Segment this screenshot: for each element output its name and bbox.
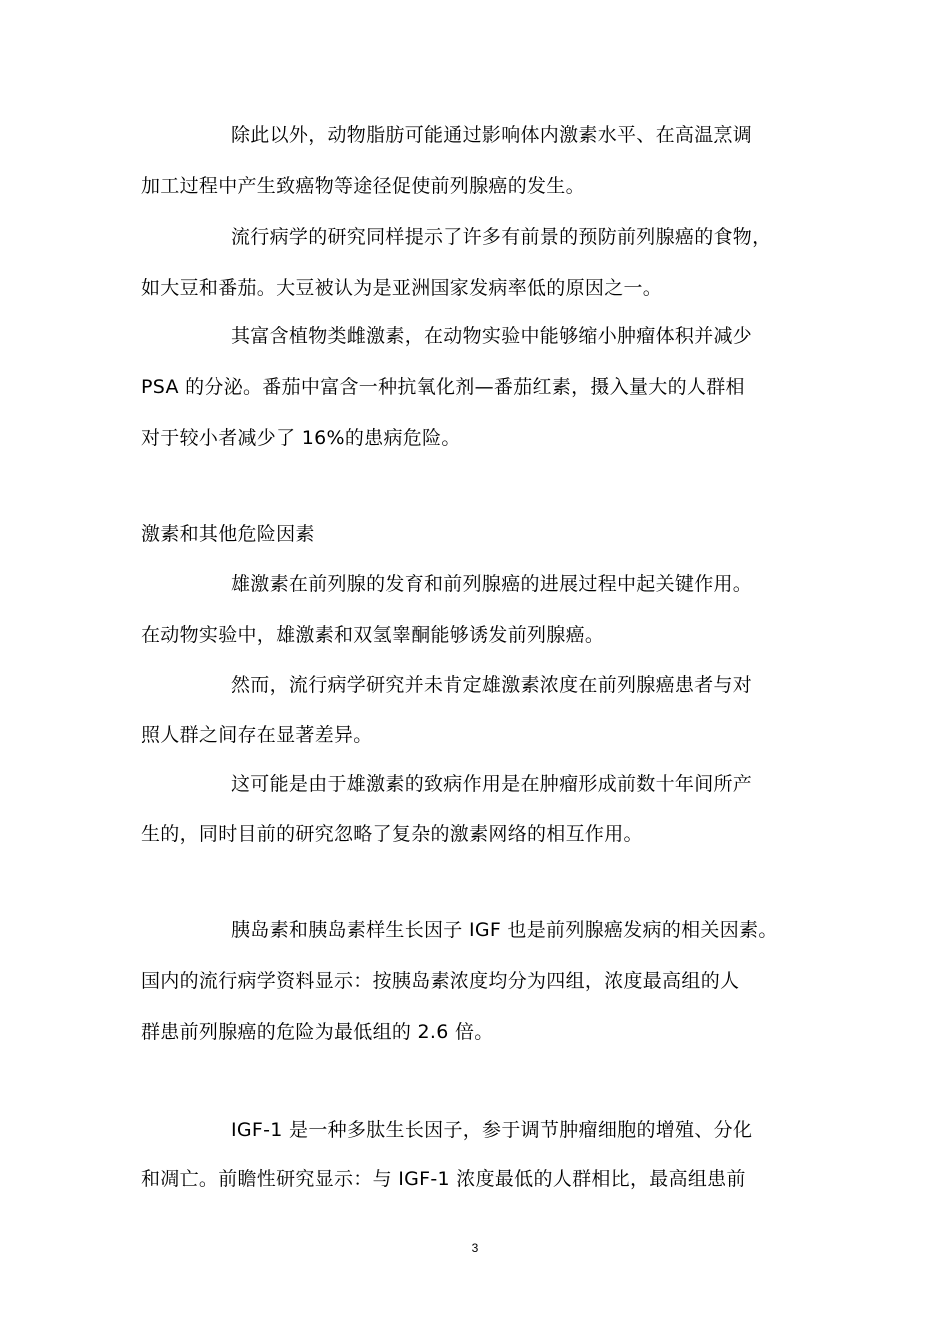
text-line: 流行病学的研究同样提示了许多有前景的预防前列腺癌的食物， [231,226,772,248]
text-line: 对于较小者减少了 16%的患病危险。 [141,427,461,449]
text-line: 加工过程中产生致癌物等途径促使前列腺癌的发生。 [141,175,585,197]
text-line: PSA 的分泌。番茄中富含一种抗氧化剂—番茄红素，摄入量大的人群相 [141,376,745,398]
text-line: 生的，同时目前的研究忽略了复杂的激素网络的相互作用。 [141,823,643,845]
section-heading: 激素和其他危险因素 [141,523,315,545]
text-line: 除此以外，动物脂肪可能通过影响体内激素水平、在高温烹调 [231,124,753,146]
text-line: IGF-1 是一种多肽生长因子，参于调节肿瘤细胞的增殖、分化 [231,1119,753,1141]
text-line: 如大豆和番茄。大豆被认为是亚洲国家发病率低的原因之一。 [141,277,663,299]
text-line: 在动物实验中，雄激素和双氢睾酮能够诱发前列腺癌。 [141,624,605,646]
text-line: 群患前列腺癌的危险为最低组的 2.6 倍。 [141,1021,494,1043]
text-line: 雄激素在前列腺的发育和前列腺癌的进展过程中起关键作用。 [231,573,753,595]
text-line: 然而，流行病学研究并未肯定雄激素浓度在前列腺癌患者与对 [231,674,753,696]
text-line: 照人群之间存在显著差异。 [141,724,373,746]
text-line: 胰岛素和胰岛素样生长因子 IGF 也是前列腺癌发病的相关因素。 [231,919,778,941]
text-line: 其富含植物类雌激素，在动物实验中能够缩小肿瘤体积并减少 [231,325,753,347]
text-line: 这可能是由于雄激素的致病作用是在肿瘤形成前数十年间所产 [231,773,753,795]
text-line: 和凋亡。前瞻性研究显示：与 IGF-1 浓度最低的人群相比，最高组患前 [141,1168,746,1190]
page-number: 3 [471,1241,479,1255]
text-line: 国内的流行病学资料显示：按胰岛素浓度均分为四组，浓度最高组的人 [141,970,740,992]
